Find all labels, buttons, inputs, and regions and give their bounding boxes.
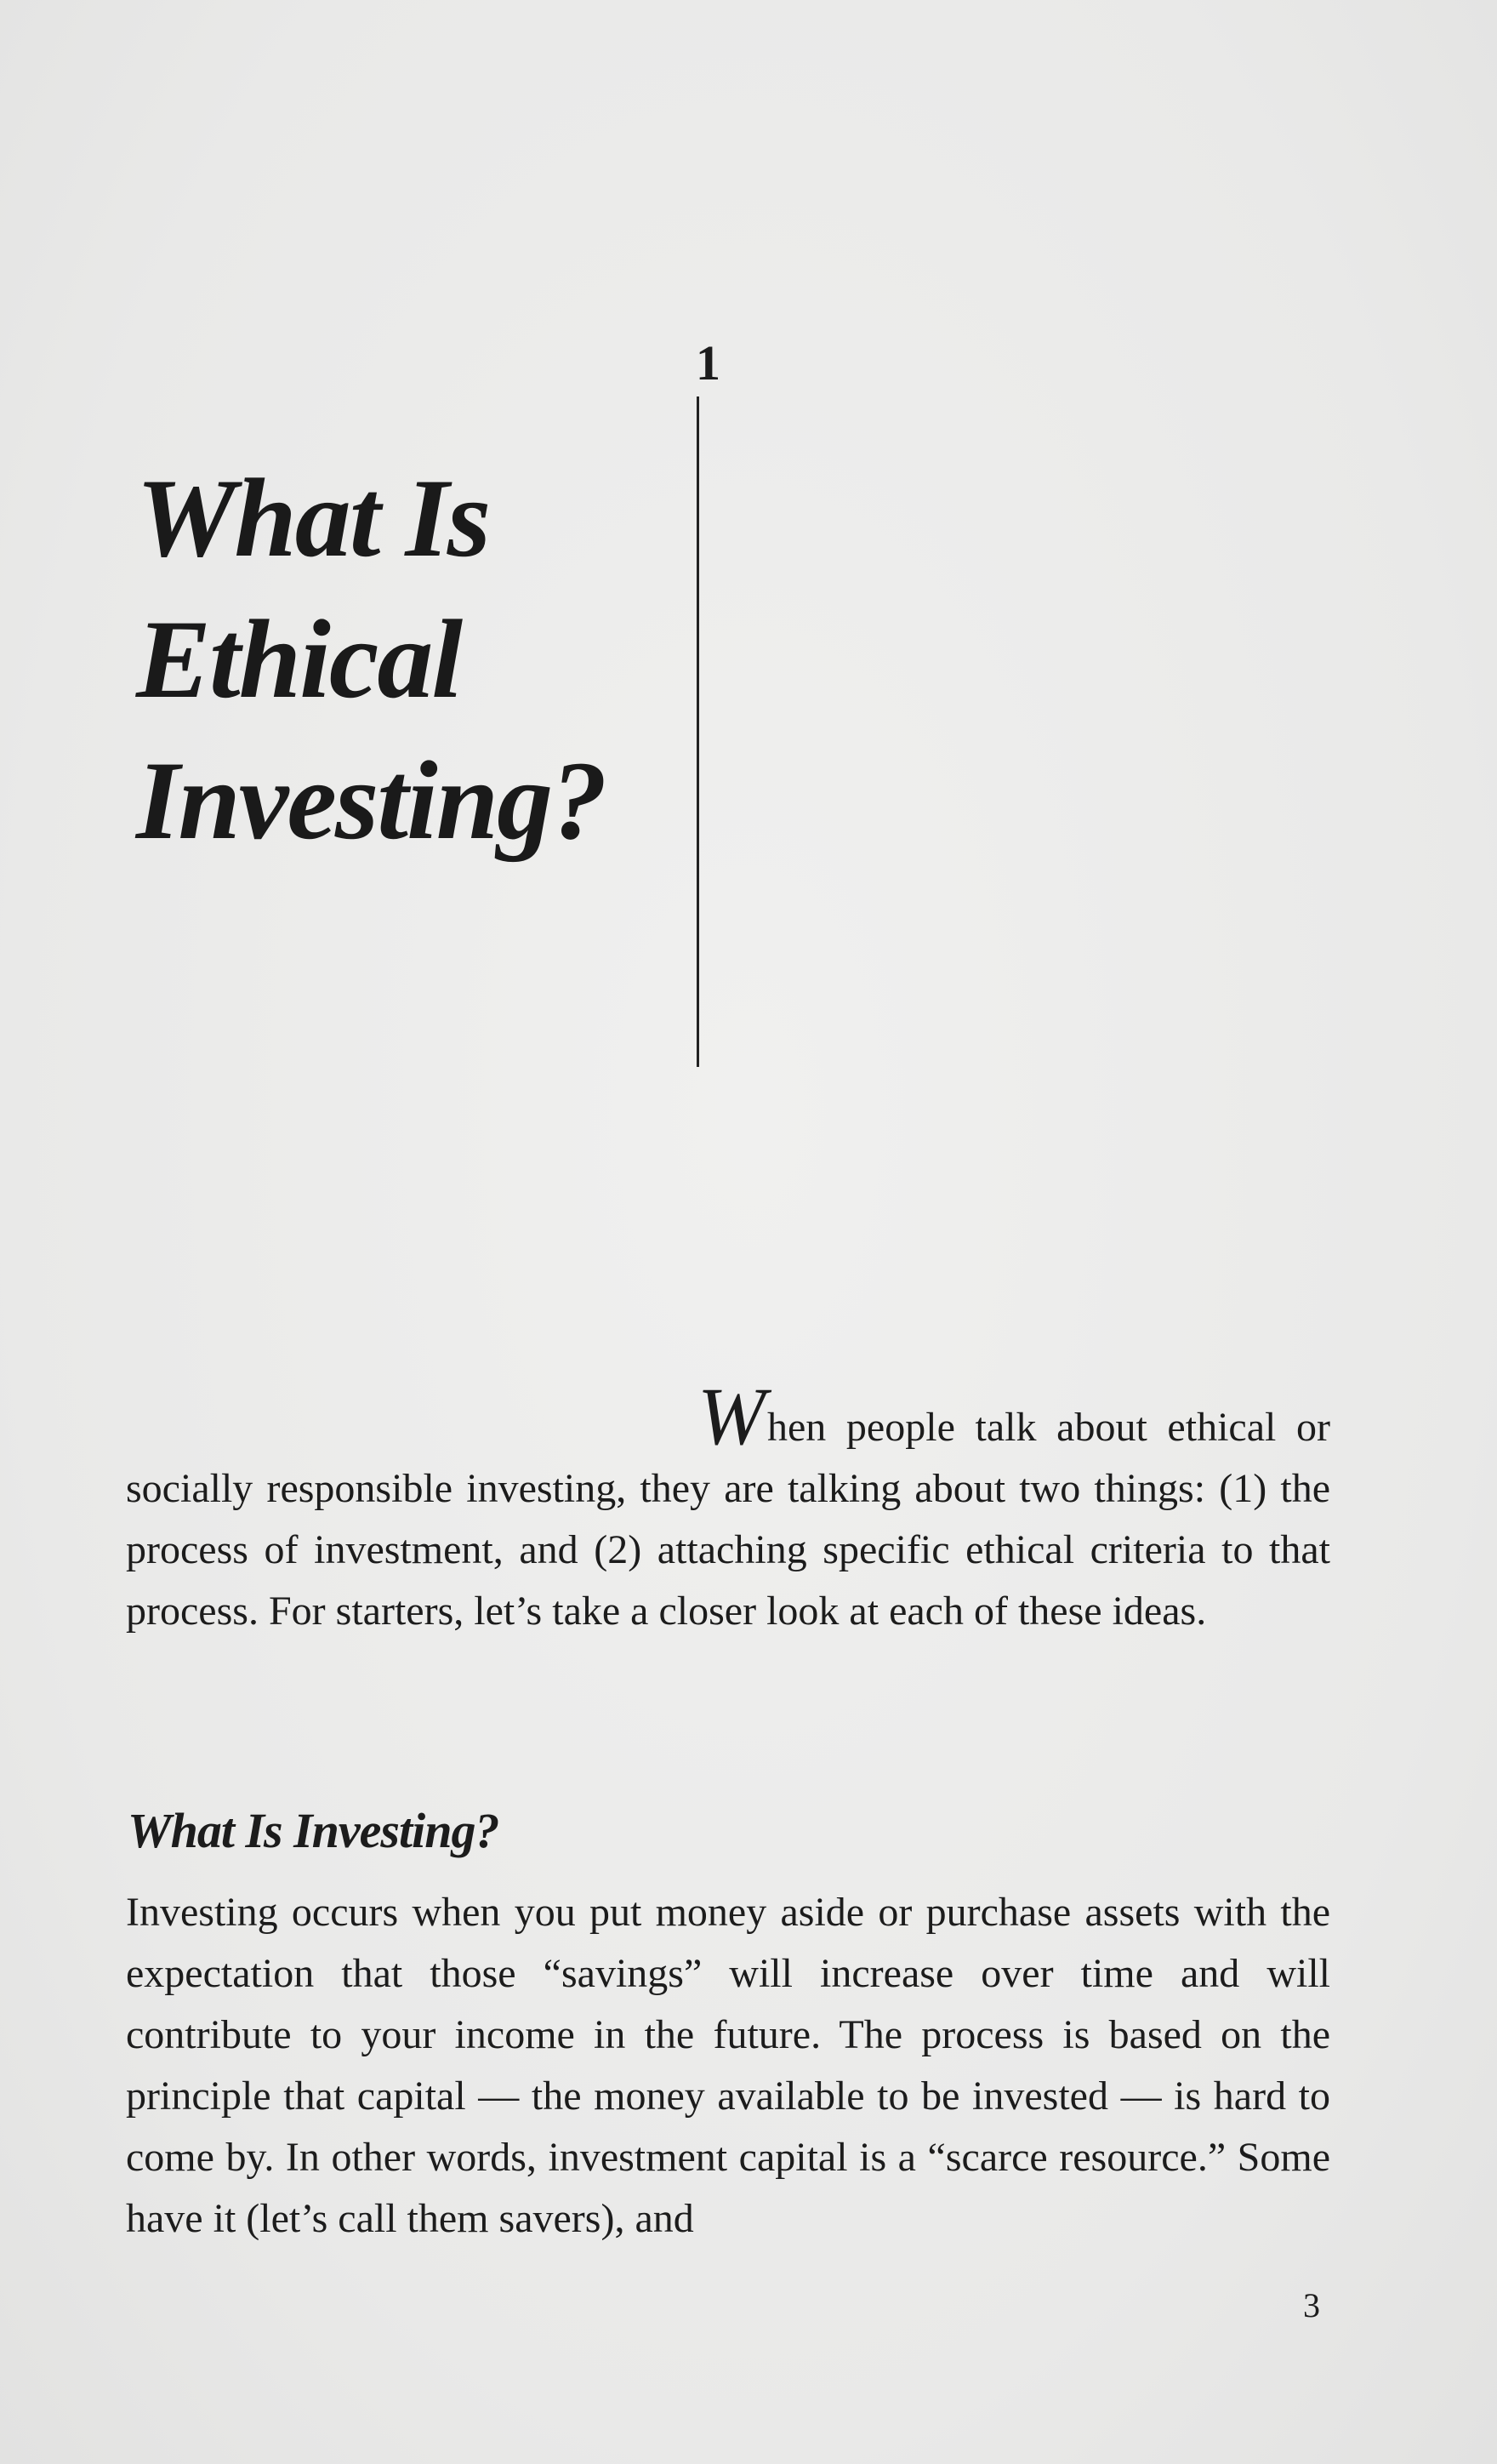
chapter-title-line-3: Investing? <box>136 738 606 863</box>
intro-first-line <box>126 1371 1330 1462</box>
chapter-divider-rule <box>697 396 699 1067</box>
page-number: 3 <box>1303 2286 1320 2324</box>
intro-paragraph <box>126 1371 1330 1642</box>
chapter-title-line-1: What Is <box>136 455 490 580</box>
intro-first-line-text: hen people talk about ethical or <box>766 1405 1330 1450</box>
section-paragraph: Investing occurs when you put money aside or purchase assets with the expectation that those “savings” will increase over time and will contribute to your income in the future. The process is based on the principle that capital — the money available to be invested — is hard to come by. In other words, investment capital is a “scarce resource.” Some have it (let’s call them savers), and <box>126 1890 1330 2241</box>
intro-paragraph-text: socially responsible investing, they are talking about two things: (1) the process of investment, and (2) attaching specific ethical criteria to that process. For starters, let’s take a closer look at each of these ideas. <box>126 1466 1330 1634</box>
section-heading: What Is Investing? <box>128 1803 499 1858</box>
chapter-number: 1 <box>696 335 720 391</box>
drop-cap: W <box>697 1371 766 1462</box>
chapter-title-line-2: Ethical <box>136 596 462 722</box>
chapter-title <box>136 448 606 871</box>
